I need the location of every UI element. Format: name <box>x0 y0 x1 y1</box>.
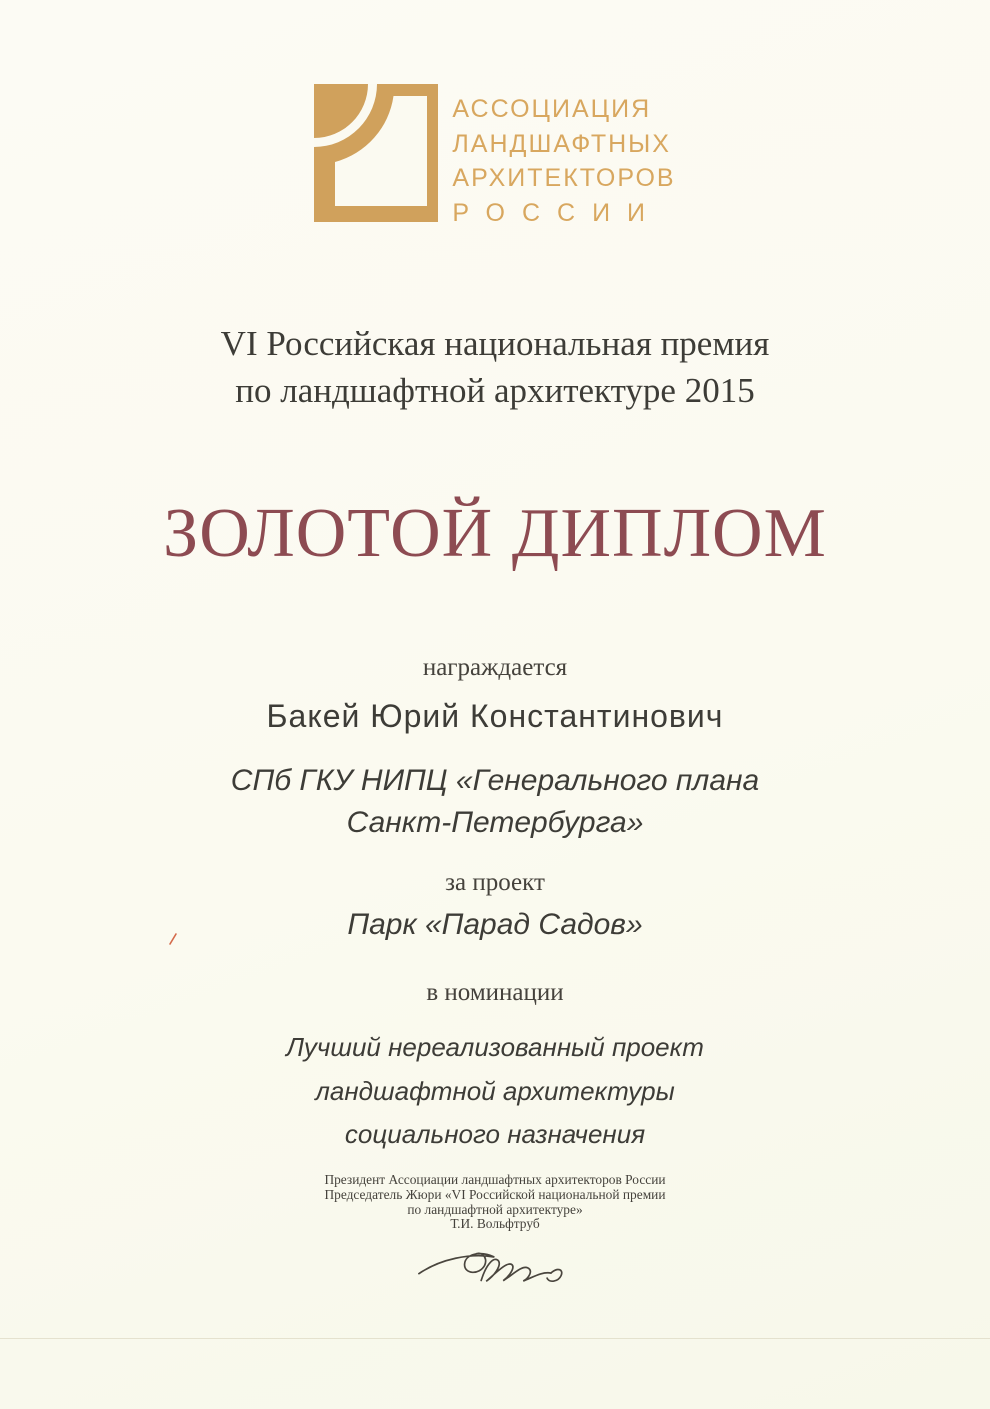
association-name-line: АРХИТЕКТОРОВ <box>452 164 676 192</box>
signatory-line: Председатель Жюри «VI Российской национальной премии <box>324 1186 666 1202</box>
association-logo-icon <box>314 84 438 230</box>
awarded-label: награждается <box>422 654 568 681</box>
project-name: Парк «Парад Садов» <box>347 908 643 941</box>
nomination-line: социального назначения <box>344 1119 646 1149</box>
scan-crease-line <box>0 1338 990 1339</box>
nomination-line: ландшафтной архитектуры <box>315 1075 675 1106</box>
association-name-line: РОССИИ <box>452 198 663 227</box>
signatory-line: Президент Ассоциации ландшафтных архитекторов России <box>324 1172 666 1187</box>
award-title-line2: по ландшафтной архитектуре 2015 <box>235 371 755 410</box>
signatory-line: по ландшафтной архитектуре» <box>407 1201 583 1217</box>
association-name <box>452 84 675 230</box>
association-name-line: ЛАНДШАФТНЫХ <box>452 129 671 158</box>
organization-line1: СПб ГКУ НИПЦ «Генерального плана <box>230 764 760 797</box>
recipient-name: Бакей Юрий Константинович <box>266 698 724 734</box>
handwritten-signature <box>414 1241 576 1310</box>
award-title <box>0 320 990 414</box>
organization-line2: Санкт-Петербурга» <box>346 806 644 839</box>
project-label: за проект <box>445 869 545 896</box>
association-logo-block <box>0 84 990 230</box>
recipient-organization <box>0 760 990 844</box>
award-title-line1: VI Российская национальная премия <box>220 324 770 363</box>
diploma-title: ЗОЛОТОЙ ДИПЛОМ <box>163 495 827 572</box>
nomination-label: в номинации <box>426 979 564 1006</box>
signatory-line: Т.И. Вольфтруб <box>450 1216 540 1232</box>
nomination-line: Лучший нереализованный проект <box>286 1032 704 1062</box>
red-pen-mark <box>168 932 178 951</box>
nomination-text <box>0 1026 990 1157</box>
signatory-block <box>0 1173 990 1232</box>
association-name-line: АССОЦИАЦИЯ <box>452 95 652 123</box>
